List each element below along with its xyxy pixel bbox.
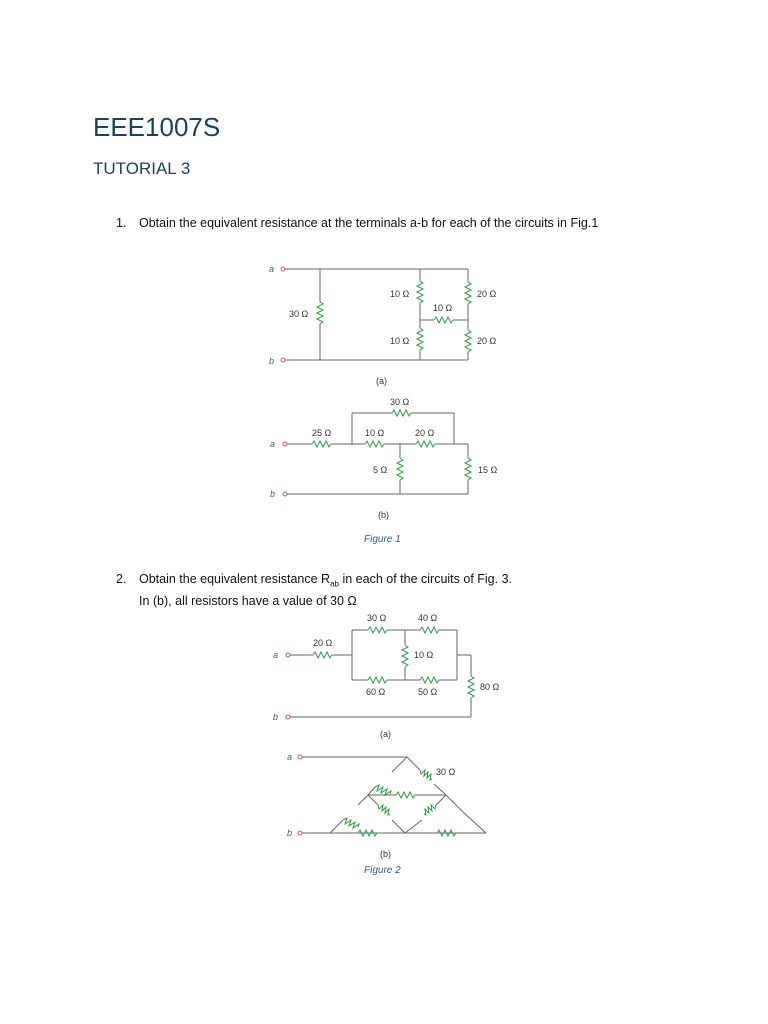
figure-2a-circuit [273,613,500,739]
figure-2-label: Figure 2 [364,865,401,876]
figure-2b-circuit [287,752,486,876]
fig1b-r10-label: 10 Ω [365,428,385,438]
fig2a-r40-label: 40 Ω [418,613,438,623]
fig1a-r20-top-label: 20 Ω [477,289,497,299]
fig1b-caption: (b) [378,510,389,520]
fig2b-caption: (b) [380,849,391,859]
question-2-text-before: Obtain the equivalent resistance R [139,572,331,586]
fig1a-r10-top-label: 10 Ω [390,289,410,299]
question-2-number: 2. [116,572,127,586]
fig1b-terminal-b: b [270,489,276,499]
question-1-text: Obtain the equivalent resistance at the terminals a-b for each of the circuits in Fig.1 [139,216,599,230]
question-2-subscript: ab [330,579,339,589]
fig2a-r20-label: 20 Ω [313,638,333,648]
fig2a-r10-label: 10 Ω [414,650,434,660]
fig1b-r25-label: 25 Ω [312,428,332,438]
fig2a-r50-label: 50 Ω [418,687,438,697]
fig1b-terminal-a: a [270,439,276,449]
question-2-line-2: In (b), all resistors have a value of 30 Ω [139,593,357,608]
fig2a-r30-label: 30 Ω [367,613,387,623]
figure-1b-circuit [270,397,498,545]
fig1a-r10-mid-label: 10 Ω [433,303,453,313]
fig2a-terminal-a: a [273,650,279,660]
fig2b-r30-label: 30 Ω [436,767,456,777]
fig1b-r5-label: 5 Ω [373,465,388,475]
figure-1-label: Figure 1 [364,534,401,545]
tutorial-heading: TUTORIAL 3 [93,159,191,178]
fig1a-r20-bot-label: 20 Ω [477,336,497,346]
fig1b-r20-label: 20 Ω [415,428,435,438]
fig2a-r80-label: 80 Ω [480,682,500,692]
question-1-number: 1. [116,216,127,230]
figure-1a-circuit [269,264,497,386]
question-2-text-after: in each of the circuits of Fig. 3. [339,572,512,586]
fig1a-r30-label: 30 Ω [289,309,309,319]
fig2b-terminal-b: b [287,828,293,838]
fig1a-caption: (a) [376,376,387,386]
document-title: EEE1007S [93,112,221,142]
fig1b-r30-label: 30 Ω [390,397,410,407]
fig2a-terminal-b: b [273,712,279,722]
fig2a-r60-label: 60 Ω [366,687,386,697]
fig1b-r15-label: 15 Ω [478,465,498,475]
fig1a-terminal-a: a [269,264,275,274]
fig1a-terminal-b: b [269,356,275,366]
fig2b-terminal-a: a [287,752,293,762]
fig1a-r10-bot-label: 10 Ω [390,336,410,346]
fig2a-caption: (a) [380,729,391,739]
